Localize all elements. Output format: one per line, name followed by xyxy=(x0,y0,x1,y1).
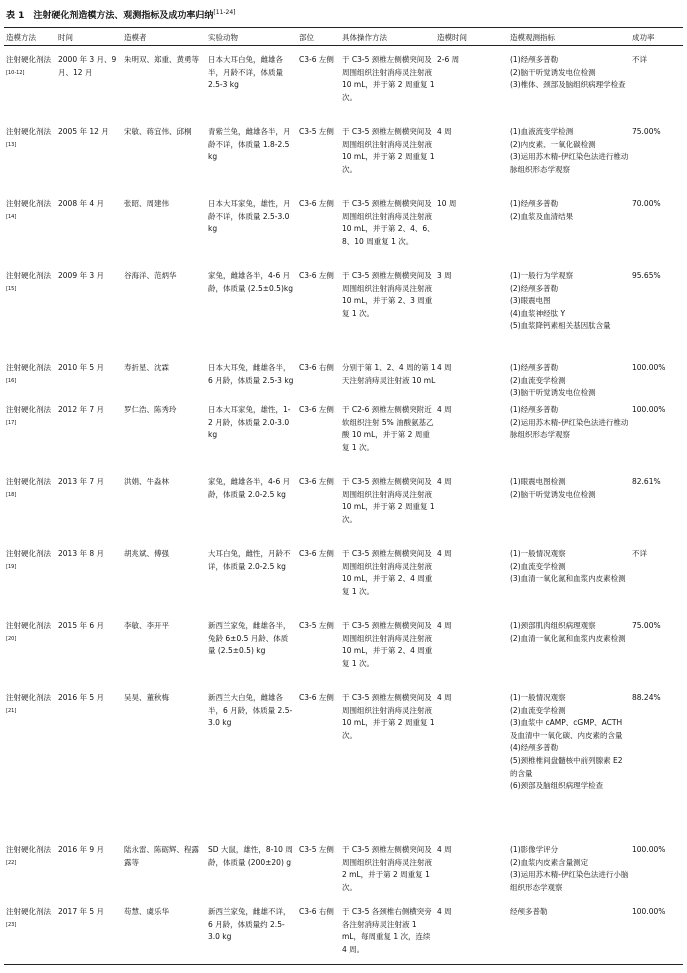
table-cell-animal xyxy=(208,620,294,658)
cell-text-animal: 新西兰家兔，雌雄不详，6 月龄，体质量约 2.5-3.0 kg xyxy=(208,907,291,942)
table-cell-method xyxy=(6,404,52,432)
cell-text-duration: 4 周 xyxy=(437,405,452,414)
table-cell-authors xyxy=(124,906,204,919)
cell-text-operation: 于 C3-5 颈椎左侧横突间及周围组织注射消痔灵注射液 10 mL，并于第 2 周重复 1 次。 xyxy=(342,693,435,740)
table-cell-duration xyxy=(437,54,497,67)
citation-ref: [13] xyxy=(6,141,17,148)
table-caption-ref: [11-24] xyxy=(213,9,236,16)
table-cell-time xyxy=(58,692,120,705)
table-cell-duration xyxy=(437,270,497,283)
cell-text-animal: 新西兰家兔，雌雄各半，兔龄 6±0.5 月龄、体质量 (2.5±0.5) kg xyxy=(208,621,291,656)
citation-ref: [10-12] xyxy=(6,69,25,76)
table-cell-method xyxy=(6,844,52,872)
header-method: 造模方法 xyxy=(6,33,36,42)
table-cell-animal xyxy=(208,270,294,295)
table-cell-site xyxy=(299,844,334,857)
cell-text-indicators: 经颅多普勒 xyxy=(510,907,548,916)
cell-text-operation: 于 C3-5 颈椎左侧横突间及周围组织注射消痔灵注射液 10 mL，并于第 2、4 周重复 1 次。 xyxy=(342,621,433,668)
table-cell-site xyxy=(299,404,334,417)
header-operation: 具体操作方法 xyxy=(342,33,387,42)
cell-text-time: 2013 年 7 月 xyxy=(58,477,105,486)
cell-text-animal: SD 大鼠，雄性，8-10 周龄，体质量 (200±20) g xyxy=(208,845,293,867)
table-cell-rate xyxy=(632,404,684,417)
cell-text-method: 注射硬化剂法 xyxy=(6,845,51,854)
table-cell-rate xyxy=(632,270,684,283)
cell-text-time: 2016 年 9 月 xyxy=(58,845,105,854)
cell-text-authors: 吴昊、董秋梅 xyxy=(124,693,169,702)
cell-text-indicators: (1)一般情况观察 (2)血流变学检测 (3)血浆中 cAMP、cGMP、ACTH 及血清中一氧化碳、内皮素的含量 (4)经颅多普勒 (5)颈椎椎间盘髓核中前列腺素 E2 的含量 (6)颈部及脑组织病理学检查 xyxy=(510,693,623,791)
table-cell-indicators xyxy=(510,620,630,645)
table-cell-time xyxy=(58,404,120,417)
cell-text-indicators: (1)一般情况观察 (2)血流变学检测 (3)血清一氧化氮和血浆内皮素检测 xyxy=(510,549,626,584)
table-cell-indicators xyxy=(510,362,630,400)
cell-text-rate: 82.61% xyxy=(632,477,661,486)
table-cell-method xyxy=(6,692,52,720)
cell-text-method: 注射硬化剂法 xyxy=(6,127,51,136)
table-cell-operation xyxy=(342,844,436,894)
table-cell-method xyxy=(6,620,52,648)
cell-text-duration: 4 周 xyxy=(437,907,452,916)
table-cell-rate xyxy=(632,476,684,489)
table-cell-time xyxy=(58,362,120,375)
cell-text-rate: 70.00% xyxy=(632,199,661,208)
citation-ref: [23] xyxy=(6,921,17,928)
cell-text-indicators: (1)经颅多普勒 (2)血浆及血清结果 xyxy=(510,199,574,221)
table-cell-site xyxy=(299,126,334,139)
table-cell-duration xyxy=(437,126,497,139)
cell-text-method: 注射硬化剂法 xyxy=(6,271,51,280)
table-cell-indicators xyxy=(510,126,630,176)
cell-text-authors: 陆永雷、陈砺辉、程露露等 xyxy=(124,845,199,867)
cell-text-operation: 于 C3-5 颈椎左侧横突间及周围组织注射消痔灵注射液 10 mL，并于第 2 周重复 1 次。 xyxy=(342,127,435,174)
cell-text-indicators: (1)一般行为学观察 (2)经颅多普勒 (3)眼震电图 (4)血浆神经肽 Y (5)血浆降钙素相关基因肽含量 xyxy=(510,271,611,331)
table-cell-method xyxy=(6,362,52,390)
header-rate: 成功率 xyxy=(632,33,655,42)
header-rule xyxy=(4,45,683,46)
table-cell-site xyxy=(299,362,334,375)
cell-text-animal: 日本大耳白兔，雌雄各半，月龄不详，体质量 2.5-3 kg xyxy=(208,55,283,90)
table-cell-rate xyxy=(632,692,684,705)
table-cell-time xyxy=(58,906,120,919)
cell-text-method: 注射硬化剂法 xyxy=(6,693,51,702)
table-cell-operation xyxy=(342,476,436,526)
cell-text-authors: 胡兆斌、傅强 xyxy=(124,549,169,558)
table-cell-animal xyxy=(208,844,294,869)
citation-ref: [14] xyxy=(6,213,17,220)
table-cell-duration xyxy=(437,198,497,211)
cell-text-duration: 4 周 xyxy=(437,845,452,854)
cell-text-operation: 于 C3-5 颈椎左侧横突间及周围组织注射消痔灵注射液 10 mL，并于第 2、4、6、8、10 周重复 1 次。 xyxy=(342,199,435,246)
cell-text-time: 2016 年 5 月 xyxy=(58,693,105,702)
table-cell-indicators xyxy=(510,548,630,586)
cell-text-animal: 日本大耳家兔，雄性，1-2 月龄，体质量 2.0-3.0 kg xyxy=(208,405,291,440)
citation-ref: [16] xyxy=(6,377,17,384)
citation-ref: [17] xyxy=(6,419,17,426)
table-cell-time xyxy=(58,476,120,489)
table-cell-indicators xyxy=(510,404,630,442)
header-site: 部位 xyxy=(299,33,314,42)
table-cell-operation xyxy=(342,362,436,387)
cell-text-site: C3-6 右侧 xyxy=(299,363,334,372)
table-cell-duration xyxy=(437,548,497,561)
table-cell-operation xyxy=(342,906,436,956)
citation-ref: [22] xyxy=(6,859,17,866)
cell-text-operation: 于 C3-5 颈椎左侧横突间及周围组织注射消痔灵注射液 10 mL，并于第 2 周重复 1 次。 xyxy=(342,55,435,102)
header-indicators: 造模观测指标 xyxy=(510,33,555,42)
cell-text-authors: 朱明双、郑重、黄勇等 xyxy=(124,55,199,64)
table-cell-authors xyxy=(124,476,204,489)
cell-text-authors: 李敏、李开平 xyxy=(124,621,169,630)
cell-text-method: 注射硬化剂法 xyxy=(6,549,51,558)
table-cell-indicators xyxy=(510,844,630,894)
cell-text-method: 注射硬化剂法 xyxy=(6,907,51,916)
cell-text-indicators: (1)经颅多普勒 (2)血流变学检测 (3)脑干听觉诱发电位检测 xyxy=(510,363,596,398)
citation-ref: [18] xyxy=(6,491,17,498)
table-cell-authors xyxy=(124,620,204,633)
table-cell-animal xyxy=(208,692,294,730)
citation-ref: [19] xyxy=(6,563,17,570)
cell-text-site: C3-5 左侧 xyxy=(299,845,334,854)
cell-text-site: C3-6 左侧 xyxy=(299,549,334,558)
table-cell-authors xyxy=(124,54,204,67)
table-cell-method xyxy=(6,126,52,154)
cell-text-authors: 洪娟、牛淼林 xyxy=(124,477,169,486)
table-cell-operation xyxy=(342,270,436,320)
cell-text-authors: 寿折星、沈霖 xyxy=(124,363,169,372)
table-cell-operation xyxy=(342,54,436,104)
cell-text-method: 注射硬化剂法 xyxy=(6,55,51,64)
table-cell-indicators xyxy=(510,906,630,919)
table-cell-animal xyxy=(208,54,294,92)
cell-text-time: 2015 年 6 月 xyxy=(58,621,105,630)
table-cell-animal xyxy=(208,476,294,501)
cell-text-duration: 4 周 xyxy=(437,693,452,702)
table-cell-indicators xyxy=(510,692,630,793)
table-cell-authors xyxy=(124,270,204,283)
table-cell-method xyxy=(6,476,52,504)
cell-text-rate: 95.65% xyxy=(632,271,661,280)
cell-text-operation: 于 C3-5 颈椎左侧横突间及周围组织注射消痔灵注射液 10 mL，并于第 2、3 周重复 1 次。 xyxy=(342,271,433,318)
table-cell-duration xyxy=(437,404,497,417)
cell-text-indicators: (1)眼震电图检测 (2)脑干听觉诱发电位检测 xyxy=(510,477,596,499)
cell-text-duration: 2-6 周 xyxy=(437,55,460,64)
cell-text-animal: 日本大耳兔，雌雄各半，6 月龄，体质量 2.5-3 kg xyxy=(208,363,294,385)
cell-text-rate: 不详 xyxy=(632,549,647,558)
cell-text-site: C3-6 右侧 xyxy=(299,907,334,916)
table-cell-rate xyxy=(632,620,684,633)
table-cell-site xyxy=(299,476,334,489)
cell-text-method: 注射硬化剂法 xyxy=(6,621,51,630)
table-cell-duration xyxy=(437,844,497,857)
table-cell-indicators xyxy=(510,198,630,223)
cell-text-site: C3-6 左侧 xyxy=(299,55,334,64)
cell-text-duration: 4 周 xyxy=(437,549,452,558)
cell-text-indicators: (1)血液流变学检测 (2)内皮素、一氧化碳检测 (3)运用苏木精-伊红染色法进行椎动脉组织形态学观察 xyxy=(510,127,629,174)
cell-text-operation: 于 C2-6 颈椎左侧横突附近软组织注射 5% 油酸氨基乙酸 10 mL，并于第 2 周重复 1 次。 xyxy=(342,405,434,452)
table-cell-animal xyxy=(208,126,294,164)
cell-text-indicators: (1)影像学评分 (2)血浆内皮素含量测定 (3)运用苏木精-伊红染色法进行小脑组织形态学观察 xyxy=(510,845,629,892)
bottom-rule xyxy=(4,964,683,965)
table-cell-site xyxy=(299,906,334,919)
cell-text-operation: 于 C3-5 颈椎左侧横突间及周围组织注射消痔灵注射液 10 mL，并于第 2、4 周重复 1 次。 xyxy=(342,549,433,596)
cell-text-animal: 日本大耳家兔，雄性，月龄不详，体质量 2.5-3.0 kg xyxy=(208,199,291,234)
top-rule xyxy=(4,27,683,28)
table-cell-animal xyxy=(208,198,294,236)
cell-text-operation: 于 C3-5 各颈椎右侧横突旁各注射消痔灵注射液 1 mL，每周重复 1 次，连续 4 周。 xyxy=(342,907,432,954)
cell-text-authors: 谷海洋、范炳华 xyxy=(124,271,177,280)
table-cell-animal xyxy=(208,404,294,442)
table-cell-site xyxy=(299,270,334,283)
cell-text-site: C3-6 左侧 xyxy=(299,271,334,280)
table-cell-time xyxy=(58,548,120,561)
table-cell-time xyxy=(58,126,120,139)
cell-text-authors: 宋敏、蒋宜伟、邱桐 xyxy=(124,127,192,136)
cell-text-animal: 家兔，雌雄各半，4-6 月龄，体质量 2.0-2.5 kg xyxy=(208,477,291,499)
table-cell-duration xyxy=(437,362,497,375)
cell-text-time: 2010 年 5 月 xyxy=(58,363,105,372)
cell-text-indicators: (1)经颅多普勒 (2)运用苏木精-伊红染色法进行椎动脉组织形态学观察 xyxy=(510,405,629,440)
cell-text-operation: 分别于第 1、2、4 周的第 1 天注射消痔灵注射液 10 mL xyxy=(342,363,436,385)
cell-text-site: C3-6 左侧 xyxy=(299,199,334,208)
cell-text-indicators: (1)经颅多普勒 (2)脑干听觉诱发电位检测 (3)椎体、颈部及脑组织病理学检查 xyxy=(510,55,626,90)
cell-text-animal: 大耳白兔，雌性，月龄不详，体质量 2.0-2.5 kg xyxy=(208,549,291,571)
cell-text-time: 2009 年 3 月 xyxy=(58,271,105,280)
table-cell-animal xyxy=(208,362,294,387)
table-cell-site xyxy=(299,692,334,705)
table-cell-indicators xyxy=(510,270,630,333)
table-cell-time xyxy=(58,844,120,857)
cell-text-rate: 100.00% xyxy=(632,845,666,854)
table-cell-operation xyxy=(342,404,436,454)
table-cell-operation xyxy=(342,198,436,248)
cell-text-animal: 青紫兰兔，雌雄各半，月龄不详，体质量 1.8-2.5 kg xyxy=(208,127,291,162)
table-caption-text: 表 1 注射硬化剂造模方法、观测指标及成功率归纳 xyxy=(6,11,214,21)
table-cell-authors xyxy=(124,692,204,705)
cell-text-rate: 不详 xyxy=(632,55,647,64)
cell-text-rate: 75.00% xyxy=(632,127,661,136)
cell-text-site: C3-5 左侧 xyxy=(299,621,334,630)
table-cell-rate xyxy=(632,844,684,857)
cell-text-duration: 4 周 xyxy=(437,477,452,486)
table-cell-authors xyxy=(124,126,204,139)
table-cell-site xyxy=(299,620,334,633)
cell-text-site: C3-5 左侧 xyxy=(299,127,334,136)
table-caption xyxy=(6,8,236,21)
cell-text-rate: 88.24% xyxy=(632,693,661,702)
table-cell-operation xyxy=(342,548,436,598)
cell-text-method: 注射硬化剂法 xyxy=(6,199,51,208)
table-cell-method xyxy=(6,270,52,298)
cell-text-duration: 10 周 xyxy=(437,199,457,208)
table-cell-authors xyxy=(124,404,204,417)
header-animal: 实验动物 xyxy=(208,33,238,42)
header-duration: 造模时间 xyxy=(437,33,467,42)
cell-text-time: 2012 年 7 月 xyxy=(58,405,105,414)
table-cell-rate xyxy=(632,906,684,919)
cell-text-authors: 张昭、周建伟 xyxy=(124,199,169,208)
cell-text-duration: 3 周 xyxy=(437,271,452,280)
cell-text-site: C3-6 左侧 xyxy=(299,693,334,702)
cell-text-operation: 于 C3-5 颈椎左侧横突间及周围组织注射消痔灵注射液 2 mL，并于第 2 周重复 1 次。 xyxy=(342,845,432,892)
table-cell-authors xyxy=(124,198,204,211)
header-authors: 造模者 xyxy=(124,33,147,42)
table-cell-rate xyxy=(632,362,684,375)
table-cell-rate xyxy=(632,548,684,561)
cell-text-rate: 100.00% xyxy=(632,907,666,916)
table-cell-rate xyxy=(632,198,684,211)
citation-ref: [15] xyxy=(6,285,17,292)
cell-text-animal: 家兔，雌雄各半，4-6 月龄，体质量 (2.5±0.5)kg xyxy=(208,271,293,293)
table-cell-duration xyxy=(437,476,497,489)
table-cell-method xyxy=(6,54,52,82)
cell-text-rate: 75.00% xyxy=(632,621,661,630)
cell-text-time: 2005 年 12 月 xyxy=(58,127,109,136)
cell-text-method: 注射硬化剂法 xyxy=(6,405,51,414)
cell-text-operation: 于 C3-5 颈椎左侧横突间及周围组织注射消痔灵注射液 10 mL，并于第 2 周重复 1 次。 xyxy=(342,477,435,524)
table-cell-animal xyxy=(208,548,294,573)
table-cell-authors xyxy=(124,548,204,561)
citation-ref: [21] xyxy=(6,707,17,714)
table-cell-time xyxy=(58,54,120,79)
table-cell-authors xyxy=(124,362,204,375)
cell-text-duration: 4 周 xyxy=(437,127,452,136)
table-cell-method xyxy=(6,906,52,934)
cell-text-authors: 罗仁浩、陈秀玲 xyxy=(124,405,177,414)
table-cell-duration xyxy=(437,692,497,705)
cell-text-method: 注射硬化剂法 xyxy=(6,363,51,372)
table-cell-indicators xyxy=(510,54,630,92)
cell-text-method: 注射硬化剂法 xyxy=(6,477,51,486)
table-cell-rate xyxy=(632,126,684,139)
cell-text-site: C3-6 左侧 xyxy=(299,405,334,414)
table-cell-time xyxy=(58,270,120,283)
cell-text-authors: 苟慧、虞乐华 xyxy=(124,907,169,916)
cell-text-animal: 新西兰大白兔，雌雄各半，6 月龄，体质量 2.5-3.0 kg xyxy=(208,693,293,728)
cell-text-time: 2017 年 5 月 xyxy=(58,907,105,916)
table-cell-time xyxy=(58,198,120,211)
cell-text-rate: 100.00% xyxy=(632,405,666,414)
header-time: 时间 xyxy=(58,33,73,42)
table-cell-time xyxy=(58,620,120,633)
table-cell-duration xyxy=(437,906,497,919)
cell-text-rate: 100.00% xyxy=(632,363,666,372)
cell-text-duration: 4 周 xyxy=(437,621,452,630)
cell-text-time: 2013 年 8 月 xyxy=(58,549,105,558)
table-cell-rate xyxy=(632,54,684,67)
table-cell-operation xyxy=(342,692,436,742)
table-cell-site xyxy=(299,198,334,211)
table-cell-site xyxy=(299,548,334,561)
table-cell-indicators xyxy=(510,476,630,501)
cell-text-duration: 4 周 xyxy=(437,363,452,372)
table-cell-method xyxy=(6,548,52,576)
cell-text-time: 2008 年 4 月 xyxy=(58,199,105,208)
table-cell-authors xyxy=(124,844,204,869)
table-cell-duration xyxy=(437,620,497,633)
table-cell-operation xyxy=(342,126,436,176)
table-cell-site xyxy=(299,54,334,67)
table-cell-animal xyxy=(208,906,294,944)
citation-ref: [20] xyxy=(6,635,17,642)
cell-text-indicators: (1)颈部肌肉组织病理观察 (2)血清一氧化氮和血浆内皮素检测 xyxy=(510,621,626,643)
cell-text-site: C3-6 左侧 xyxy=(299,477,334,486)
table-cell-method xyxy=(6,198,52,226)
cell-text-time: 2000 年 3 月、9 月、12 月 xyxy=(58,55,117,77)
table-cell-operation xyxy=(342,620,436,670)
